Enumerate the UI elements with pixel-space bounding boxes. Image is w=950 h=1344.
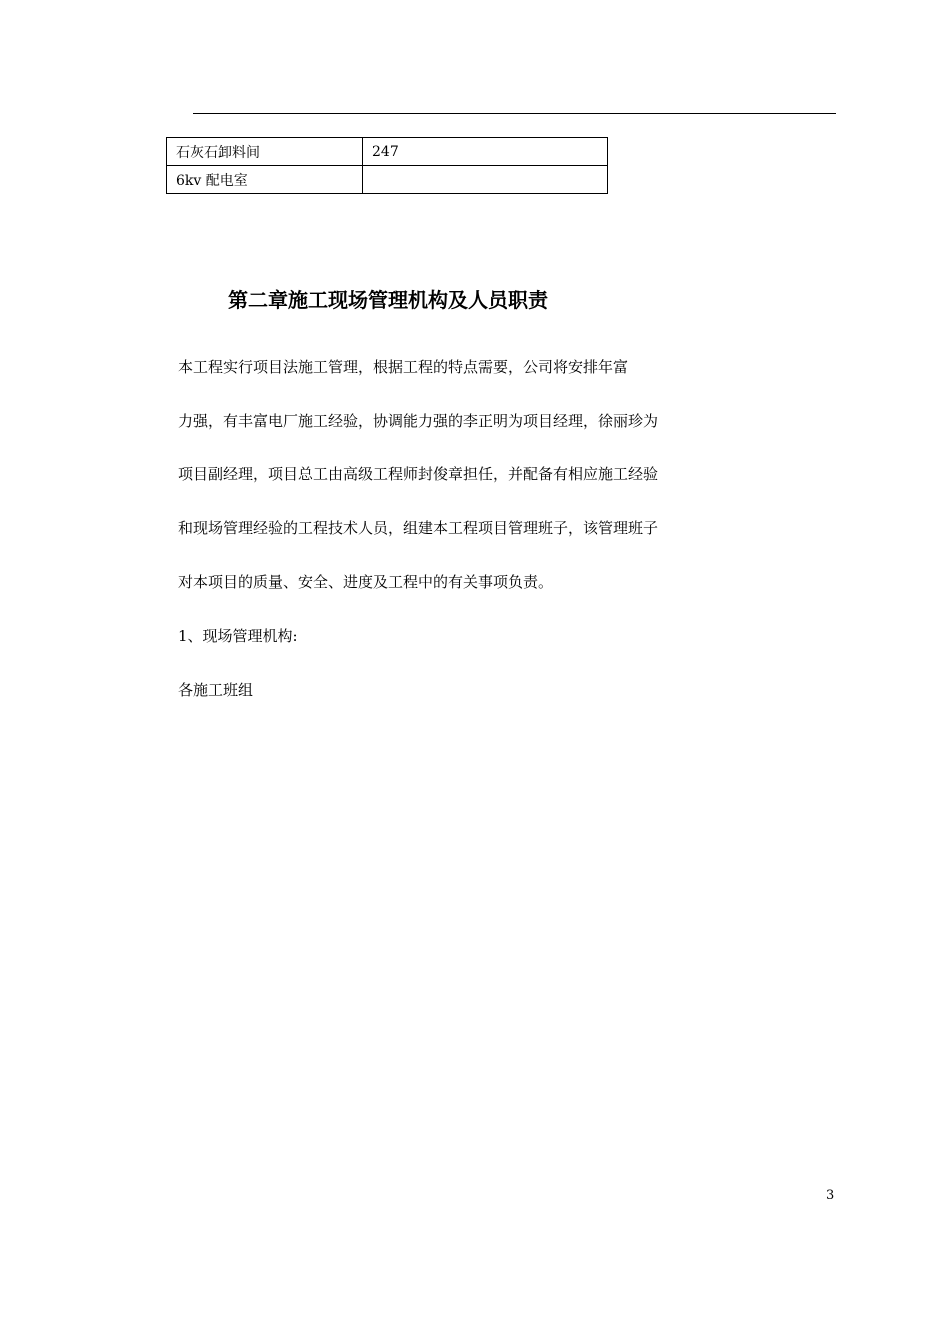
body-line: 项目副经理，项目总工由高级工程师封俊章担任，并配备有相应施工经验	[178, 465, 659, 483]
section-heading: 1、现场管理机构:	[178, 627, 298, 645]
body-line: 力强，有丰富电厂施工经验，协调能力强的李正明为项目经理，徐丽珍为	[178, 412, 659, 430]
room-value-cell: 247	[363, 138, 608, 166]
room-value-cell	[363, 166, 608, 194]
page-number: 3	[826, 1188, 835, 1203]
body-line: 本工程实行项目法施工管理，根据工程的特点需要，公司将安排年富	[178, 358, 629, 376]
table-row	[167, 138, 608, 166]
body-line: 对本项目的质量、安全、进度及工程中的有关事项负责。	[178, 573, 554, 591]
header-rule	[193, 113, 836, 114]
chapter-title: 第二章施工现场管理机构及人员职责	[228, 288, 548, 312]
room-name-cell: 石灰石卸料间	[167, 138, 363, 166]
body-line: 各施工班组	[178, 681, 254, 699]
body-line: 和现场管理经验的工程技术人员，组建本工程项目管理班子，该管理班子	[178, 519, 659, 537]
room-table	[166, 137, 608, 194]
table-row	[167, 166, 608, 194]
room-name-cell: 6kv 配电室	[167, 166, 363, 194]
